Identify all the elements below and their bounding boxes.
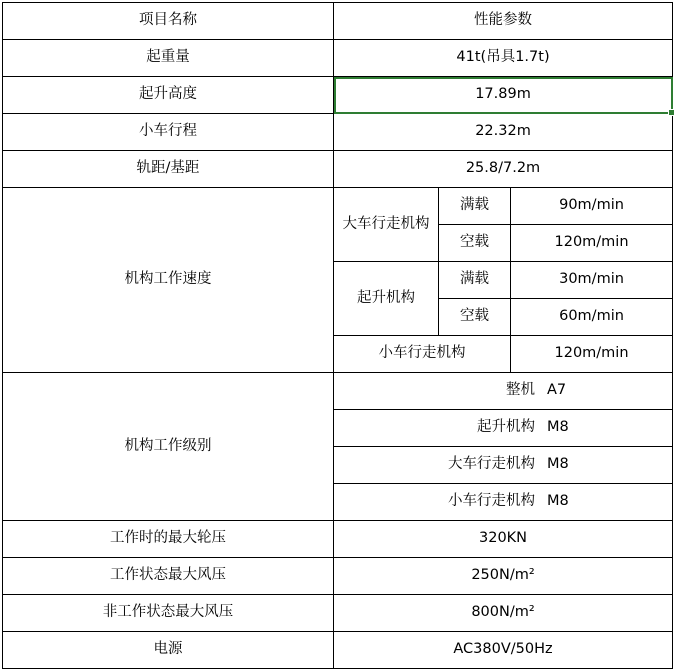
work-wind-label[interactable]: 工作状态最大风压 bbox=[3, 558, 334, 595]
hoist-full-label[interactable]: 满载 bbox=[439, 262, 511, 299]
table-row bbox=[3, 40, 673, 77]
table-row bbox=[3, 151, 673, 188]
crane-travel-empty-value[interactable]: 120m/min bbox=[511, 225, 673, 262]
lift-height-label[interactable]: 起升高度 bbox=[3, 77, 334, 114]
trolley-travel-label[interactable]: 小车行程 bbox=[3, 114, 334, 151]
lift-capacity-label[interactable]: 起重量 bbox=[3, 40, 334, 77]
grade-cell[interactable] bbox=[334, 410, 673, 447]
table-row bbox=[3, 632, 673, 669]
grade-cell[interactable] bbox=[334, 373, 673, 410]
table-row bbox=[3, 188, 673, 225]
grade-name: 整机 bbox=[506, 382, 535, 399]
grade-name: 起升机构 bbox=[477, 419, 535, 436]
fill-handle[interactable] bbox=[668, 109, 674, 116]
grade-value: A7 bbox=[547, 382, 567, 399]
table-row bbox=[3, 595, 673, 632]
table-row bbox=[3, 77, 673, 114]
max-wheel-load-label[interactable]: 工作时的最大轮压 bbox=[3, 521, 334, 558]
grade-name: 小车行走机构 bbox=[448, 493, 535, 510]
crane-travel-full-value[interactable]: 90m/min bbox=[511, 188, 673, 225]
hoist-empty-label[interactable]: 空载 bbox=[439, 299, 511, 336]
grade-cell[interactable] bbox=[334, 484, 673, 521]
grade-value: M8 bbox=[547, 456, 569, 473]
table-row bbox=[3, 558, 673, 595]
nonwork-wind-value[interactable]: 800N/m² bbox=[334, 595, 673, 632]
gauge-base-value[interactable]: 25.8/7.2m bbox=[334, 151, 673, 188]
work-wind-value[interactable]: 250N/m² bbox=[334, 558, 673, 595]
spec-table bbox=[2, 2, 673, 669]
grade-name: 大车行走机构 bbox=[448, 456, 535, 473]
trolley-travel-value[interactable]: 22.32m bbox=[334, 114, 673, 151]
lift-height-value-selected-cell[interactable] bbox=[334, 77, 673, 114]
grade-label[interactable]: 机构工作级别 bbox=[3, 373, 334, 521]
table-row bbox=[3, 373, 673, 410]
trolley-speed-value[interactable]: 120m/min bbox=[511, 336, 673, 373]
nonwork-wind-label[interactable]: 非工作状态最大风压 bbox=[3, 595, 334, 632]
grade-value: M8 bbox=[547, 419, 569, 436]
table-row bbox=[3, 521, 673, 558]
crane-travel-name[interactable]: 大车行走机构 bbox=[334, 188, 439, 262]
header-item-cell[interactable]: 项目名称 bbox=[3, 3, 334, 40]
gauge-base-label[interactable]: 轨距/基距 bbox=[3, 151, 334, 188]
header-row bbox=[3, 3, 673, 40]
lift-height-value: 17.89m bbox=[475, 86, 531, 103]
speed-label[interactable]: 机构工作速度 bbox=[3, 188, 334, 373]
grade-value: M8 bbox=[547, 493, 569, 510]
power-value[interactable]: AC380V/50Hz bbox=[334, 632, 673, 669]
max-wheel-load-value[interactable]: 320KN bbox=[334, 521, 673, 558]
header-param-cell[interactable]: 性能参数 bbox=[334, 3, 673, 40]
grade-cell[interactable] bbox=[334, 447, 673, 484]
hoist-full-value[interactable]: 30m/min bbox=[511, 262, 673, 299]
hoist-name[interactable]: 起升机构 bbox=[334, 262, 439, 336]
power-label[interactable]: 电源 bbox=[3, 632, 334, 669]
lift-capacity-value[interactable]: 41t(吊具1.7t) bbox=[334, 40, 673, 77]
trolley-speed-name[interactable]: 小车行走机构 bbox=[334, 336, 511, 373]
crane-travel-empty-label[interactable]: 空载 bbox=[439, 225, 511, 262]
crane-travel-full-label[interactable]: 满载 bbox=[439, 188, 511, 225]
table-row bbox=[3, 114, 673, 151]
hoist-empty-value[interactable]: 60m/min bbox=[511, 299, 673, 336]
